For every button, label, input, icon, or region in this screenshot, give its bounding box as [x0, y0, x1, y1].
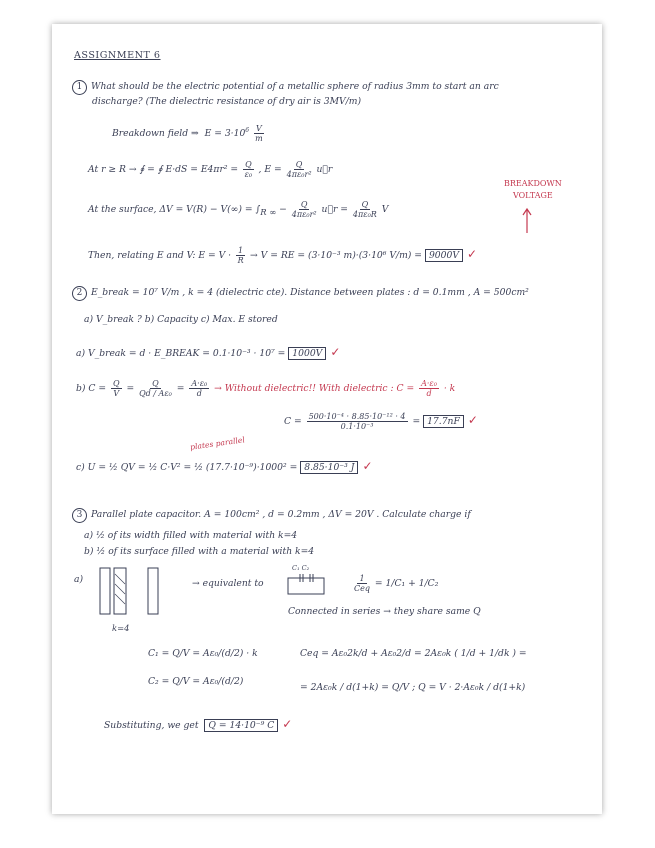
- capacitance-calc-line: C = $\frac{\text{500·10⁻⁴ · 8.85·10⁻¹² · 4}}{\text{0.1·10⁻³}}$ = 17.7nF ✓: [284, 412, 478, 431]
- paper-sheet: [52, 24, 602, 814]
- plates-parallel-note: plates parallel: [189, 435, 246, 452]
- capacitor-sketch-icon: [96, 564, 186, 622]
- red-arrow-icon: [522, 206, 532, 234]
- problem-1-question-line-2: discharge? (The dielectric resistance of dry air is 3MV/m): [92, 96, 362, 107]
- problem-3-part-b: b) ½ of its surface filled with a material with k=4: [84, 546, 315, 557]
- check-icon: ✓: [467, 413, 478, 427]
- problem-3-part-a: a) ½ of its width filled with material with k=4: [84, 530, 298, 541]
- series-circuit-icon: [284, 570, 328, 600]
- check-icon: ✓: [466, 247, 478, 261]
- answer-box-1: 9000V: [425, 249, 463, 262]
- check-icon: ✓: [282, 717, 293, 731]
- c2-equation: C₂ = Q/V = Aε₀/(d/2): [148, 676, 244, 687]
- ceq-line: $\frac{1}{\text{Ceq}}$ = 1/C₁ + 1/C₂: [354, 574, 439, 593]
- problem-3-question: 3 Parallel plate capacitor. A = 100cm² , d = 0.2mm , ΔV = 20V . Calculate charge if: [72, 508, 471, 523]
- substituting-line: Substituting, we get Q = 14·10⁻⁹ C ✓: [104, 717, 293, 731]
- part-a-label: a): [74, 574, 84, 585]
- c1-equation: C₁ = Q/V = Aε₀/(d/2) · k: [148, 648, 258, 659]
- equivalent-label: → equivalent to: [192, 578, 264, 589]
- breakdown-voltage-note: BREAKDOWN VOLTAGE: [504, 179, 562, 200]
- surface-potential-line: At the surface, $\Delta V = V(R) - V(\infty) = \int_{R \infty}$ − $\frac{Q}{\text{4πε₀r²}}$ u⃗r = $\frac{Q}{\text{4πε₀R}}$ V: [88, 200, 389, 219]
- part-b-line: b) C = $\frac{Q}{V}$ = $\frac{Q}{\text{Qd / Aε₀}}$ = $\frac{\text{A·ε₀}}{d}$ → Without dielectric!! With dielectric : C = $\frac{\text{A·ε₀}}{d}$ · k: [76, 379, 456, 398]
- breakdown-field-line: Breakdown field ⇒ $E = 3\cdot 10^6$ $\frac{V}{m}$: [112, 124, 263, 143]
- problem-1-question-line-1: 1 What should be the electric potential of a metallic sphere of radius 3mm to start an arc: [72, 80, 499, 95]
- problem-2-parts: a) V_break ? b) Capacity c) Max. E stored: [84, 314, 278, 325]
- ceq-equation: Ceq = Aε₀2k/d + Aε₀2/d = 2Aε₀k ( 1/d + 1/dk ) =: [300, 648, 527, 659]
- problem-3-number: 3: [72, 508, 87, 523]
- assignment-title: ASSIGNMENT 6: [74, 50, 161, 61]
- answer-box-2a: 1000V: [288, 347, 326, 360]
- charge-equation: = 2Aε₀k / d(1+k) = Q/V ; Q = V · 2·Aε₀k / d(1+k): [300, 682, 526, 693]
- answer-box-2b: 17.7nF: [423, 415, 464, 428]
- part-a-line: a) V_break = d · E_BREAK = 0.1·10⁻³ · 10⁷ = 1000V ✓: [76, 345, 341, 359]
- gauss-law-line: At r ≥ R → ∮ = ∮ E·dS = E4πr² = $\frac{Q}{\text{ε₀}}$ , E = $\frac{Q}{\text{4πε₀r²}}$ u⃗r: [88, 160, 333, 179]
- problem-1-number: 1: [72, 80, 87, 95]
- answer-box-2c: 8.85·10⁻³ J: [300, 461, 358, 474]
- answer-box-3: Q = 14·10⁻⁹ C: [204, 719, 278, 732]
- k-label: k=4: [112, 623, 130, 633]
- problem-2-number: 2: [72, 286, 87, 301]
- check-icon: ✓: [330, 345, 341, 359]
- check-icon: ✓: [362, 459, 373, 473]
- part-c-line: c) U = ½ QV = ½ C·V² = ½ (17.7·10⁻⁹)·1000² = 8.85·10⁻³ J ✓: [76, 459, 373, 473]
- c1-c2-label: C₁ C₂: [292, 564, 310, 572]
- relation-line: Then, relating E and V: E = V · $\frac{1}{R}$ → V = RE = (3·10⁻³ m)·(3·10⁶ V/m) = 9000V ✓: [88, 246, 478, 265]
- problem-2-given: 2 E_break = 10⁷ V/m , k = 4 (dielectric cte). Distance between plates : d = 0.1mm , A = 500cm²: [72, 286, 529, 301]
- series-note: Connected in series → they share same Q: [288, 606, 481, 617]
